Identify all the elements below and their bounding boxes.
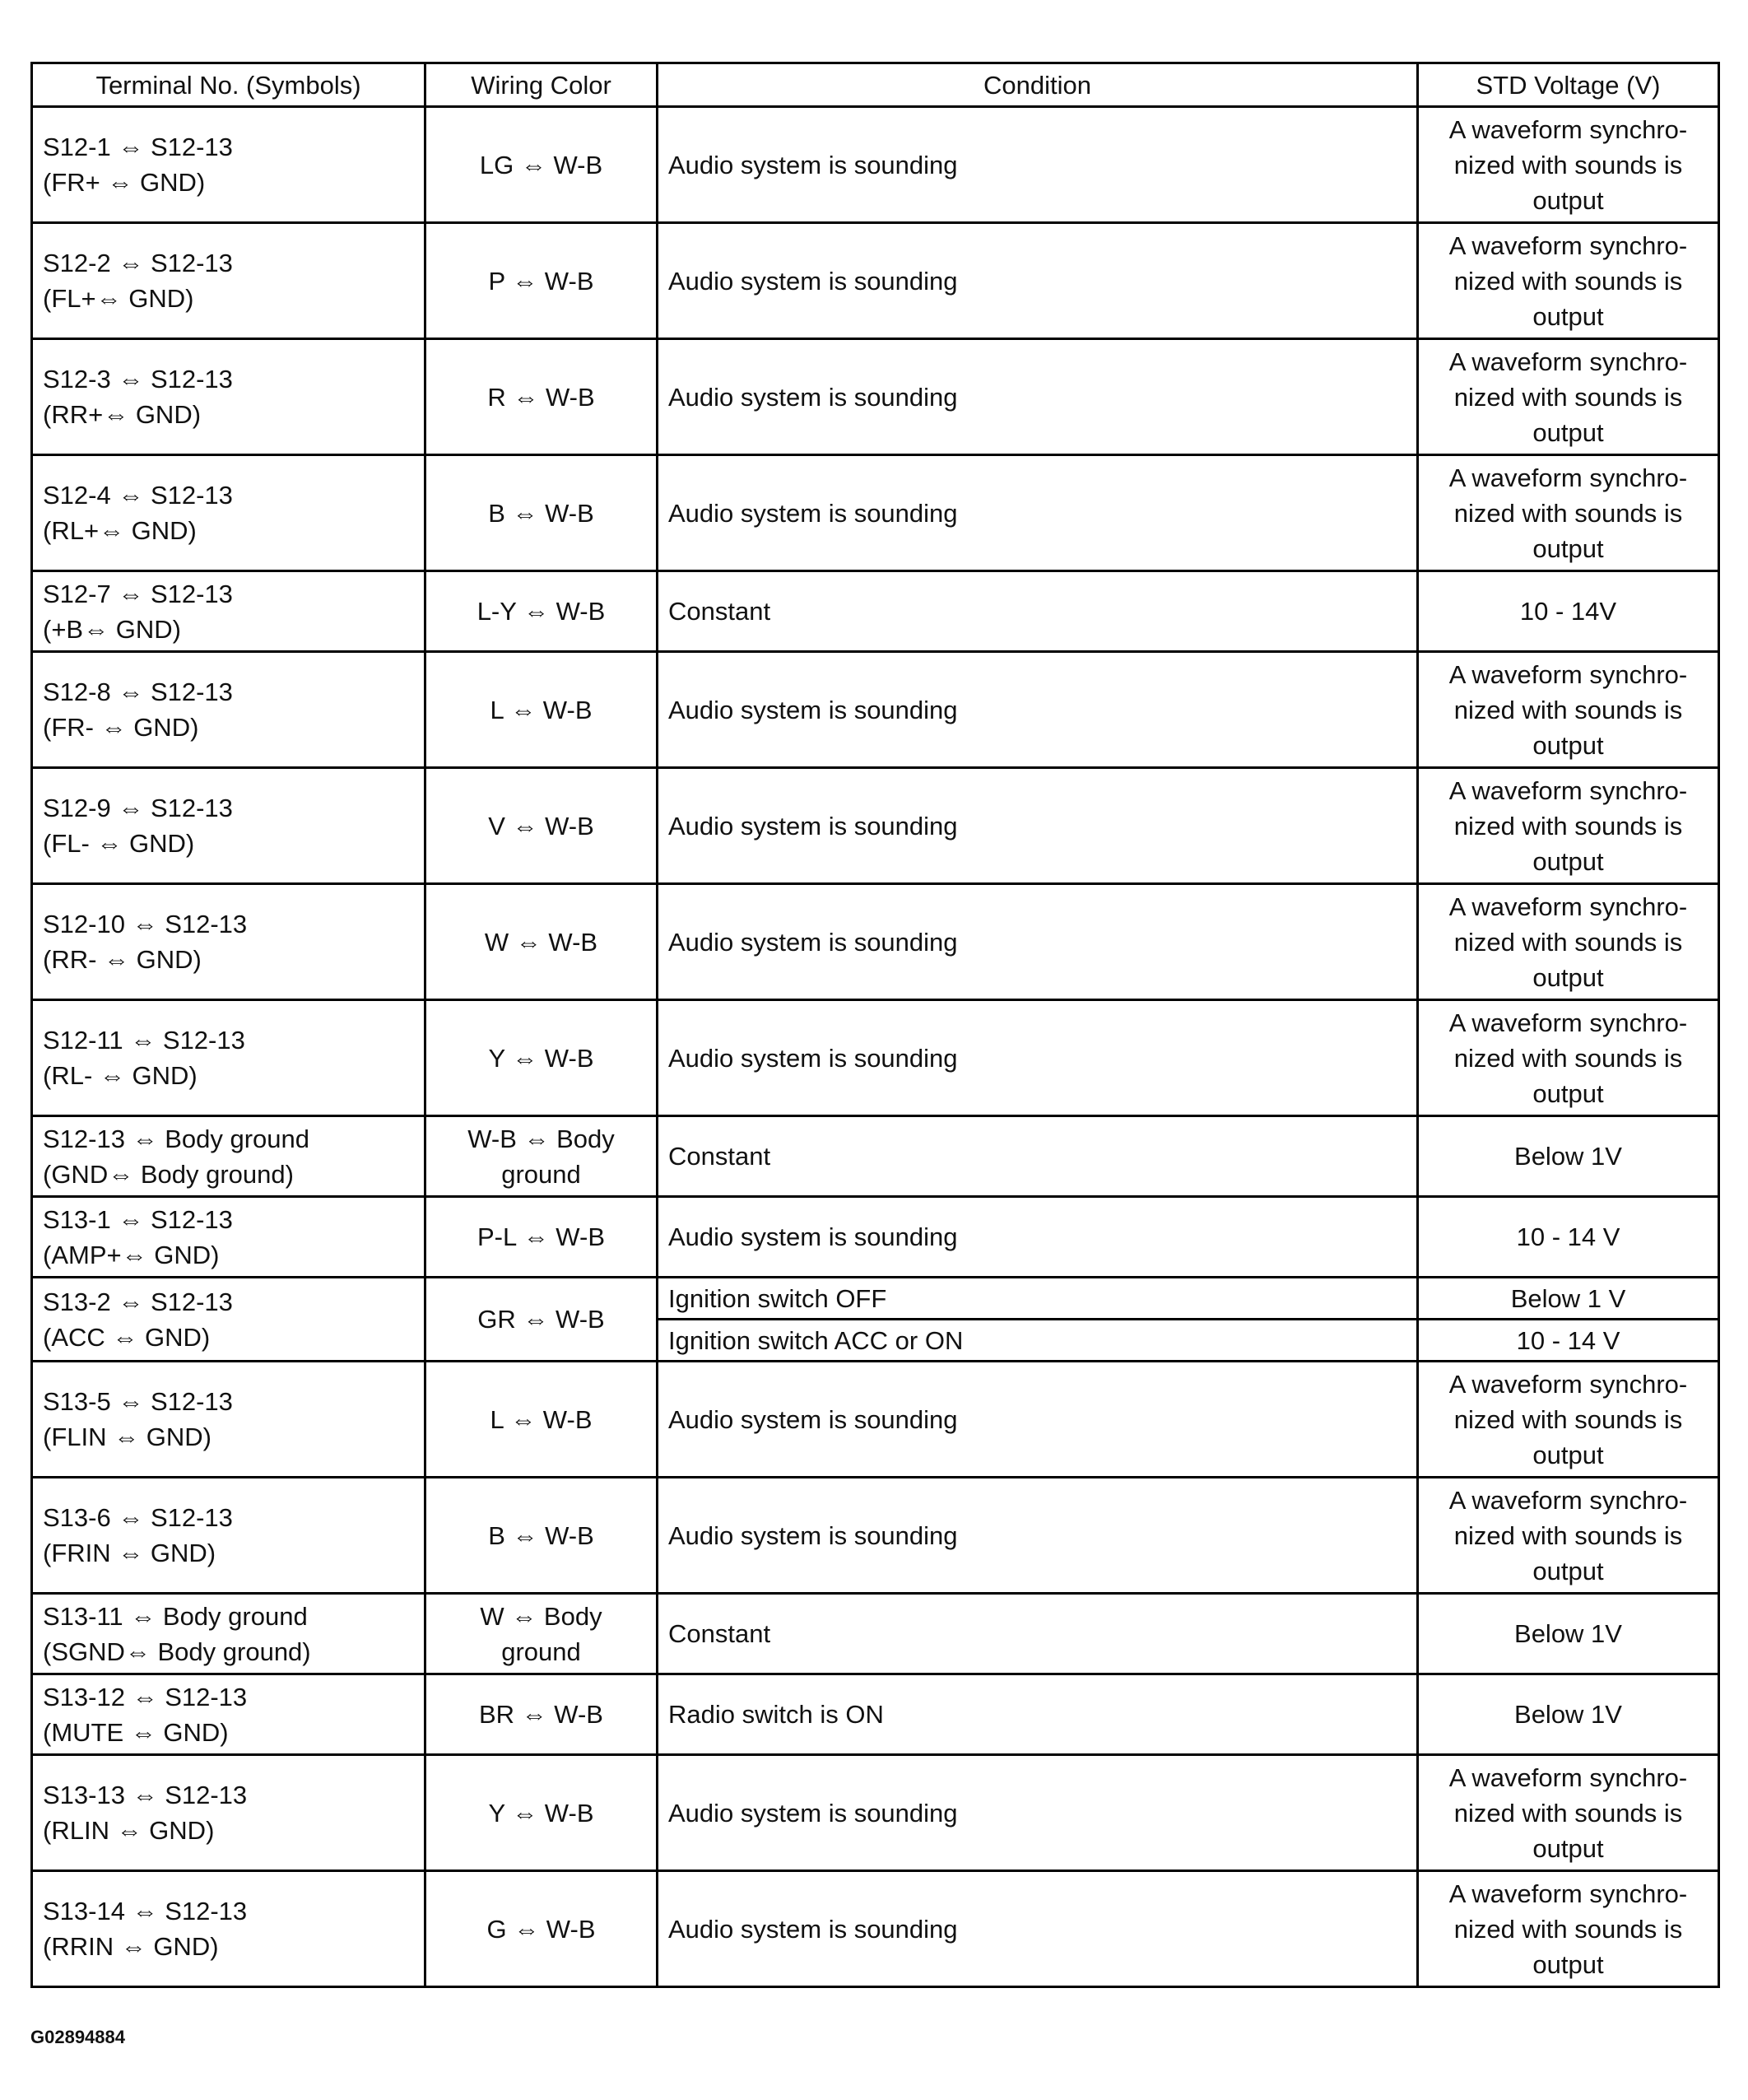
terminal-cell-line: (RRIN ⇔ GND) [43,1932,219,1961]
terminal-cell-line: (SGND⇔ Body ground) [43,1637,311,1666]
terminal-cell [32,223,425,339]
table-row [32,1755,1719,1871]
wiring-color-cell [425,455,658,571]
std-voltage-cell [1418,1278,1719,1320]
std-voltage-cell-line: output [1532,1949,1604,1979]
table-row [32,339,1719,455]
terminal-cell [32,1116,425,1197]
wiring-color-cell [425,1116,658,1197]
wiring-color-cell [425,1674,658,1755]
std-voltage-cell-line: output [1532,185,1604,215]
std-voltage-cell-line: nized with sounds is [1453,1404,1683,1434]
condition-cell: Audio system is sounding [658,339,1418,455]
terminal-cell-line: S13-5 ⇔ S12-13 [43,1387,233,1416]
wiring-color-cell [425,223,658,339]
wiring-color-cell [425,884,658,1000]
std-voltage-cell-line: Below 1V [1514,1700,1622,1729]
std-voltage-cell-line: nized with sounds is [1453,695,1683,724]
std-voltage-cell-line: A waveform synchro- [1448,1879,1688,1908]
table-row [32,1362,1719,1478]
wiring-color-cell [425,1478,658,1594]
terminal-cell [32,1755,425,1871]
wiring-color-cell-line: V ⇔ W-B [488,811,594,840]
table-body [32,107,1719,1987]
terminal-cell [32,1674,425,1755]
table-row [32,1116,1719,1197]
std-voltage-cell-line: Below 1 V [1510,1283,1626,1313]
condition-cell: Audio system is sounding [658,1478,1418,1594]
table-row [32,107,1719,223]
terminal-cell [32,884,425,1000]
terminal-cell-line: S12-4 ⇔ S12-13 [43,481,233,510]
header-terminal: Terminal No. (Symbols) [32,63,425,107]
wiring-color-cell-line: W ⇔ Body [480,1601,602,1631]
std-voltage-cell [1418,1116,1719,1197]
table-row [32,455,1719,571]
wiring-color-cell-line: ground [501,1637,581,1666]
condition-cell: Audio system is sounding [658,1000,1418,1116]
wiring-color-cell [425,339,658,455]
terminal-cell-line: (FRIN ⇔ GND) [43,1539,216,1567]
std-voltage-cell-line: A waveform synchro- [1448,775,1688,805]
std-voltage-cell-line: A waveform synchro- [1448,1008,1688,1037]
terminal-cell-line: S12-10 ⇔ S12-13 [43,910,248,938]
std-voltage-cell-line: output [1532,1440,1604,1469]
table-row [32,768,1719,884]
wiring-color-cell [425,107,658,223]
terminal-cell [32,1594,425,1674]
std-voltage-cell-line: A waveform synchro- [1448,230,1688,260]
std-voltage-cell [1418,1871,1719,1987]
terminal-cell-line: S12-9 ⇔ S12-13 [43,794,233,822]
wiring-color-cell-line: Y ⇔ W-B [488,1043,594,1073]
header-std-voltage: STD Voltage (V) [1418,63,1719,107]
wiring-color-cell [425,652,658,768]
std-voltage-cell-line: nized with sounds is [1453,1520,1683,1550]
terminal-cell [32,1362,425,1478]
terminal-cell-line: S13-13 ⇔ S12-13 [43,1781,248,1809]
std-voltage-cell-line: nized with sounds is [1453,1798,1683,1828]
wiring-color-cell [425,1000,658,1116]
terminal-cell [32,1278,425,1362]
terminal-voltage-sheet [30,62,1718,1988]
table-row [32,1871,1719,1987]
std-voltage-cell-line: A waveform synchro- [1448,1369,1688,1399]
std-voltage-cell [1418,1000,1719,1116]
std-voltage-cell-line: output [1532,846,1604,876]
terminal-cell [32,652,425,768]
wiring-color-cell-line: W ⇔ W-B [484,927,598,957]
std-voltage-cell [1418,571,1719,652]
terminal-cell [32,1197,425,1278]
wiring-color-cell-line: L-Y ⇔ W-B [477,597,606,626]
wiring-color-cell-line: BR ⇔ W-B [479,1700,603,1729]
std-voltage-cell [1418,455,1719,571]
wiring-color-cell-line: B ⇔ W-B [488,1520,594,1550]
std-voltage-cell-line: output [1532,533,1604,563]
terminal-cell-line: (RR+⇔ GND) [43,400,202,429]
wiring-color-cell-line: Y ⇔ W-B [488,1798,594,1828]
wiring-color-cell-line: ground [501,1159,581,1189]
table-row [32,1674,1719,1755]
condition-cell: Audio system is sounding [658,223,1418,339]
std-voltage-cell-line: A waveform synchro- [1448,1485,1688,1515]
wiring-color-cell-line: P ⇔ W-B [488,266,594,296]
std-voltage-cell-line: A waveform synchro- [1448,659,1688,689]
wiring-color-cell-line: W-B ⇔ Body [467,1124,615,1153]
std-voltage-cell-line: 10 - 14V [1519,597,1617,626]
terminal-cell-line: S12-3 ⇔ S12-13 [43,365,233,393]
std-voltage-cell-line: output [1532,417,1604,447]
std-voltage-cell-line: output [1532,962,1604,992]
terminal-cell-line: S13-2 ⇔ S12-13 [43,1287,233,1316]
std-voltage-cell [1418,652,1719,768]
terminal-cell [32,1478,425,1594]
terminal-cell [32,1000,425,1116]
terminal-cell [32,339,425,455]
wiring-color-cell-line: L ⇔ W-B [490,695,593,724]
std-voltage-cell-line: Below 1V [1514,1619,1622,1648]
table-row [32,884,1719,1000]
condition-cell: Audio system is sounding [658,884,1418,1000]
terminal-cell-line: S13-1 ⇔ S12-13 [43,1204,233,1234]
terminal-cell-line: S12-8 ⇔ S12-13 [43,677,233,706]
std-voltage-cell-line: nized with sounds is [1453,498,1683,528]
wiring-color-cell [425,1594,658,1674]
condition-cell: Ignition switch ACC or ON [658,1320,1418,1362]
terminal-cell-line: S12-11 ⇔ S12-13 [43,1026,245,1055]
table-header-row [32,63,1719,107]
terminal-cell-line: (RR- ⇔ GND) [43,945,202,974]
condition-cell: Radio switch is ON [658,1674,1418,1755]
std-voltage-cell [1418,1594,1719,1674]
header-condition: Condition [658,63,1418,107]
condition-cell: Audio system is sounding [658,768,1418,884]
std-voltage-cell [1418,768,1719,884]
wiring-color-cell [425,1278,658,1362]
std-voltage-cell-line: output [1532,1556,1604,1585]
figure-id: G02894884 [30,2027,125,2047]
std-voltage-cell-line: nized with sounds is [1453,811,1683,840]
std-voltage-cell-line: A waveform synchro- [1448,892,1688,921]
std-voltage-cell-line: output [1532,1078,1604,1108]
wiring-color-cell-line: GR ⇔ W-B [477,1305,605,1334]
wiring-color-cell-line: R ⇔ W-B [487,382,595,412]
header-wiring-color: Wiring Color [425,63,658,107]
terminal-cell-line: S13-14 ⇔ S12-13 [43,1897,248,1925]
condition-cell: Constant [658,1116,1418,1197]
terminal-cell-line: S12-13 ⇔ Body ground [43,1124,309,1153]
condition-cell: Audio system is sounding [658,1197,1418,1278]
table-row [32,652,1719,768]
std-voltage-cell-line: output [1532,301,1604,331]
std-voltage-cell-line: output [1532,730,1604,760]
terminal-cell [32,571,425,652]
terminal-cell-line: (RL- ⇔ GND) [43,1061,198,1090]
std-voltage-cell-line: nized with sounds is [1453,927,1683,957]
terminal-cell-line: (FL- ⇔ GND) [43,829,195,858]
std-voltage-cell-line: A waveform synchro- [1448,1762,1688,1792]
std-voltage-cell [1418,1362,1719,1478]
std-voltage-cell [1418,1478,1719,1594]
terminal-cell-line: (RL+⇔ GND) [43,516,197,545]
terminal-cell [32,1871,425,1987]
wiring-color-cell [425,1871,658,1987]
terminal-cell-line: (FR- ⇔ GND) [43,713,199,742]
condition-cell: Constant [658,571,1418,652]
terminal-cell-line: (FLIN ⇔ GND) [43,1423,212,1451]
std-voltage-cell-line: 10 - 14 V [1516,1222,1620,1251]
condition-cell: Audio system is sounding [658,455,1418,571]
terminal-cell-line: (ACC ⇔ GND) [43,1322,211,1352]
terminal-cell-line: (+B⇔ GND) [43,614,181,644]
table-row [32,571,1719,652]
table-row [32,1278,1719,1320]
wiring-color-cell [425,1362,658,1478]
std-voltage-cell [1418,223,1719,339]
terminal-cell [32,455,425,571]
terminal-cell-line: (FL+⇔ GND) [43,284,194,313]
wiring-color-cell [425,571,658,652]
terminal-cell-line: S12-2 ⇔ S12-13 [43,249,233,277]
wiring-color-cell [425,1755,658,1871]
terminal-cell-line: S13-6 ⇔ S12-13 [43,1503,233,1532]
table-row [32,223,1719,339]
condition-cell: Audio system is sounding [658,652,1418,768]
condition-cell: Constant [658,1594,1418,1674]
std-voltage-cell-line: nized with sounds is [1453,266,1683,296]
std-voltage-cell-line: A waveform synchro- [1448,114,1688,144]
terminal-cell-line: (RLIN ⇔ GND) [43,1816,215,1845]
table-row [32,1478,1719,1594]
std-voltage-cell [1418,1755,1719,1871]
wiring-color-cell-line: G ⇔ W-B [486,1914,596,1944]
wiring-color-cell [425,768,658,884]
std-voltage-cell-line: nized with sounds is [1453,1914,1683,1944]
wiring-color-cell [425,1197,658,1278]
terminal-cell-line: (MUTE ⇔ GND) [43,1717,229,1747]
terminal-cell-line: (AMP+⇔ GND) [43,1240,220,1269]
terminal-cell-line: S12-1 ⇔ S12-13 [43,133,233,161]
std-voltage-cell [1418,1674,1719,1755]
terminal-cell-line: S13-11 ⇔ Body ground [43,1601,308,1631]
terminal-cell-line: (FR+ ⇔ GND) [43,168,206,197]
std-voltage-cell-line: nized with sounds is [1453,150,1683,179]
std-voltage-cell-line: 10 - 14 V [1516,1325,1620,1355]
std-voltage-cell-line: A waveform synchro- [1448,347,1688,376]
table-row [32,1000,1719,1116]
std-voltage-cell-line: A waveform synchro- [1448,463,1688,492]
std-voltage-cell [1418,1320,1719,1362]
condition-cell: Audio system is sounding [658,1871,1418,1987]
terminal-cell-line: (GND⇔ Body ground) [43,1159,294,1189]
std-voltage-cell-line: nized with sounds is [1453,1043,1683,1073]
std-voltage-cell [1418,339,1719,455]
std-voltage-cell-line: Below 1V [1514,1142,1622,1171]
terminal-voltage-table [30,62,1720,1988]
std-voltage-cell [1418,107,1719,223]
terminal-cell-line: S12-7 ⇔ S12-13 [43,579,233,608]
terminal-cell-line: S13-12 ⇔ S12-13 [43,1682,248,1711]
wiring-color-cell-line: L ⇔ W-B [490,1404,593,1434]
table-row [32,1594,1719,1674]
condition-cell: Ignition switch OFF [658,1278,1418,1320]
wiring-color-cell-line: B ⇔ W-B [488,498,594,528]
std-voltage-cell-line: output [1532,1833,1604,1863]
std-voltage-cell [1418,1197,1719,1278]
wiring-color-cell-line: P-L ⇔ W-B [477,1222,605,1251]
std-voltage-cell [1418,884,1719,1000]
condition-cell: Audio system is sounding [658,1755,1418,1871]
condition-cell: Audio system is sounding [658,1362,1418,1478]
table-row [32,1197,1719,1278]
terminal-cell [32,107,425,223]
wiring-color-cell-line: LG ⇔ W-B [479,150,603,179]
terminal-cell [32,768,425,884]
std-voltage-cell-line: nized with sounds is [1453,382,1683,412]
condition-cell: Audio system is sounding [658,107,1418,223]
